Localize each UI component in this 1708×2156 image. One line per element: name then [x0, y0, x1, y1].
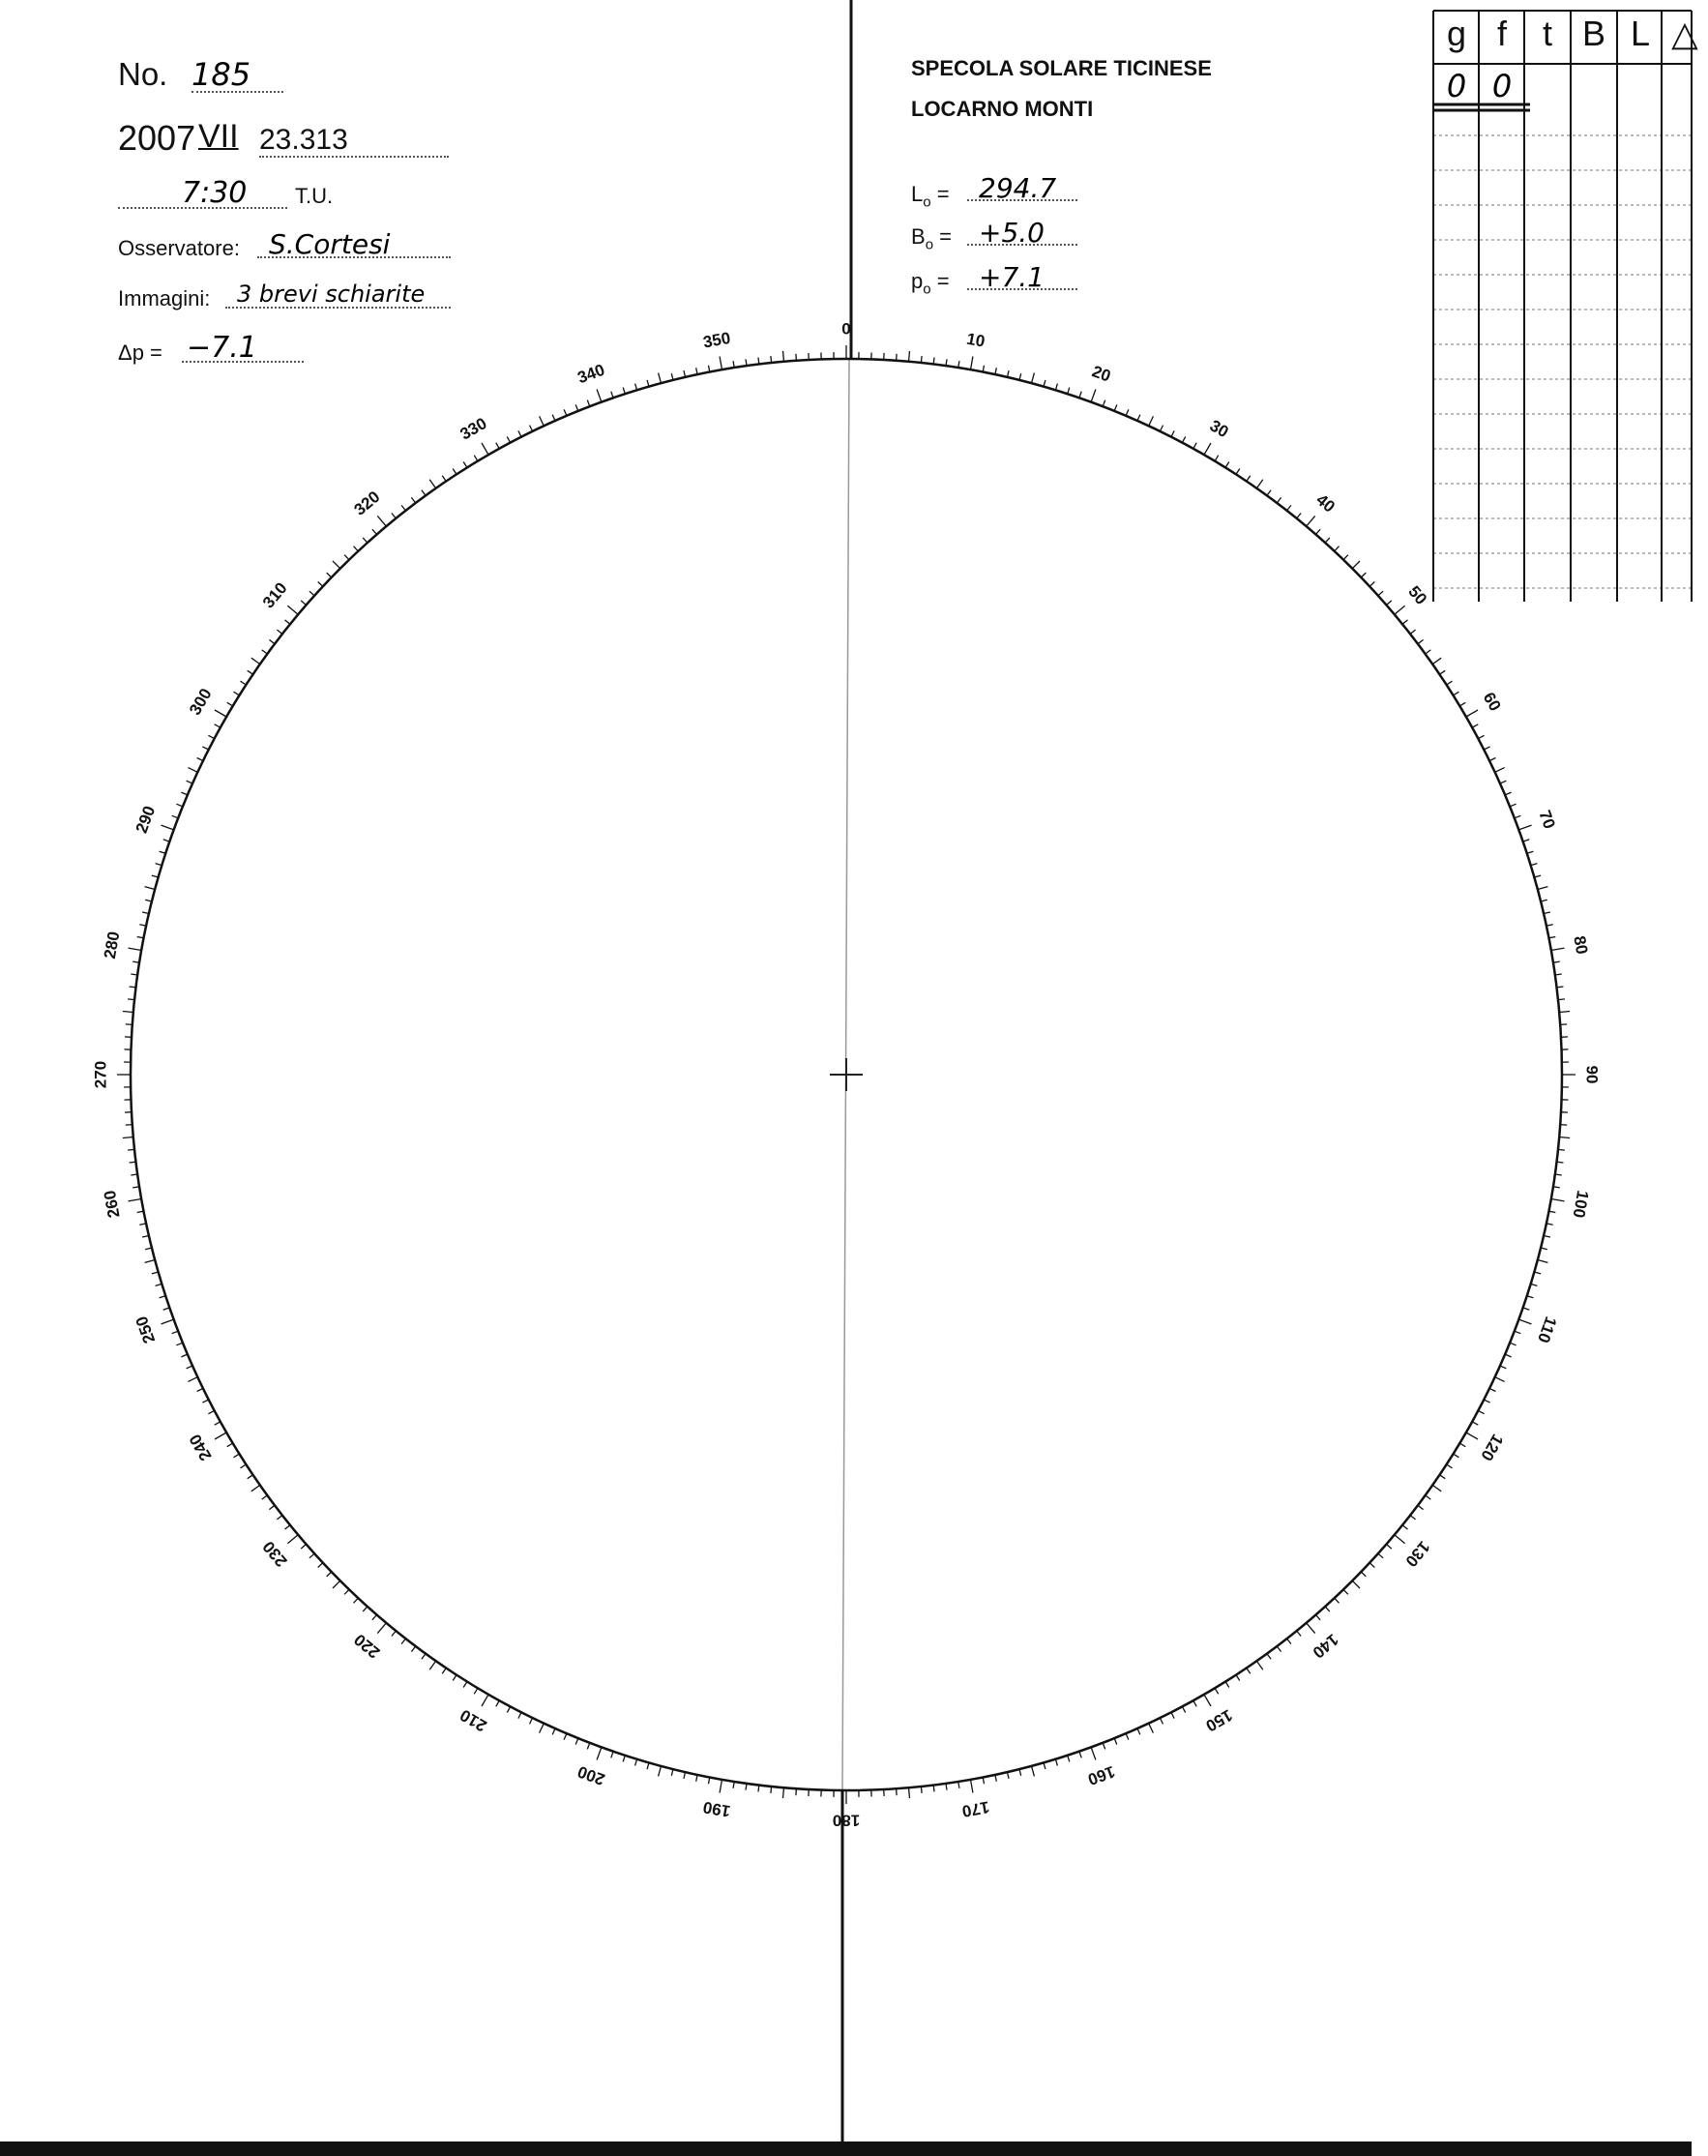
- column-header-delta: △: [1671, 14, 1698, 53]
- time-unit-label: T.U.: [295, 184, 334, 208]
- angle-label-240: 240: [185, 1431, 216, 1464]
- angle-label-80: 80: [1570, 934, 1592, 957]
- angle-label-100: 100: [1569, 1189, 1593, 1220]
- angle-label-10: 10: [964, 329, 987, 351]
- scan-bottom-border: [0, 2141, 1692, 2156]
- delta-p-label: Δp =: [118, 340, 162, 365]
- angle-label-300: 300: [185, 685, 216, 719]
- table-cell-g-1[interactable]: 0: [1446, 68, 1467, 104]
- param-label-b0: $B_o$ =: [911, 224, 952, 253]
- observer-field[interactable]: S.Cortesi: [257, 228, 451, 258]
- angle-label-70: 70: [1535, 808, 1559, 832]
- param-label-p0: $p_o$ =: [911, 269, 950, 298]
- param-field-l0[interactable]: 294.7: [967, 172, 1077, 201]
- angle-label-160: 160: [1085, 1761, 1118, 1789]
- angle-label-260: 260: [100, 1189, 124, 1220]
- angle-label-290: 290: [132, 803, 160, 836]
- angle-label-90: 90: [1582, 1065, 1602, 1084]
- column-header-g: g: [1446, 14, 1467, 53]
- number-label: No.: [118, 56, 168, 92]
- angle-label-200: 200: [574, 1761, 607, 1789]
- angle-label-190: 190: [701, 1797, 732, 1821]
- observatory-location: LOCARNO MONTI: [911, 97, 1094, 121]
- delta-p-field[interactable]: −7.1: [182, 331, 304, 363]
- angle-label-210: 210: [456, 1705, 490, 1736]
- angle-label-170: 170: [960, 1797, 991, 1821]
- angle-label-350: 350: [701, 328, 732, 352]
- angle-label-0: 0: [841, 319, 851, 339]
- observer-label: Osservatore:: [118, 236, 240, 260]
- column-header-f: f: [1496, 14, 1507, 53]
- images-label: Immagini:: [118, 286, 211, 310]
- angle-label-230: 230: [258, 1537, 291, 1571]
- angle-label-340: 340: [574, 360, 607, 388]
- angle-label-40: 40: [1312, 489, 1339, 517]
- angle-label-270: 270: [91, 1060, 110, 1089]
- column-header-b: B: [1581, 14, 1605, 53]
- angle-label-330: 330: [456, 413, 490, 444]
- number-field[interactable]: 185: [191, 56, 283, 93]
- date-year: 2007: [118, 118, 196, 158]
- angle-label-310: 310: [258, 578, 291, 612]
- angle-label-220: 220: [350, 1630, 384, 1663]
- angle-label-280: 280: [100, 930, 124, 960]
- angle-label-250: 250: [132, 1314, 160, 1346]
- angle-label-180: 180: [832, 1811, 861, 1830]
- images-field[interactable]: 3 brevi schiarite: [225, 281, 451, 309]
- angle-label-50: 50: [1404, 582, 1431, 608]
- angle-label-140: 140: [1309, 1630, 1342, 1663]
- date-month: VII: [198, 118, 239, 155]
- angle-label-30: 30: [1206, 416, 1232, 442]
- observatory-name: SPECOLA SOLARE TICINESE: [911, 56, 1212, 80]
- date-day-field[interactable]: 23.313: [259, 124, 449, 158]
- time-field[interactable]: 7:30: [118, 176, 287, 209]
- angle-label-150: 150: [1202, 1705, 1236, 1736]
- column-header-t: t: [1542, 14, 1552, 53]
- table-cell-f-1[interactable]: 0: [1491, 68, 1513, 104]
- angle-label-320: 320: [350, 487, 384, 519]
- column-header-l: L: [1630, 14, 1651, 53]
- angle-label-130: 130: [1401, 1537, 1434, 1571]
- param-field-b0[interactable]: +5.0: [967, 217, 1077, 246]
- angle-label-60: 60: [1479, 689, 1505, 715]
- angle-label-110: 110: [1533, 1314, 1561, 1345]
- angle-label-20: 20: [1089, 362, 1113, 386]
- param-field-p0[interactable]: +7.1: [967, 261, 1077, 290]
- angle-label-120: 120: [1477, 1431, 1508, 1464]
- param-label-l0: $L_o$ =: [911, 182, 950, 211]
